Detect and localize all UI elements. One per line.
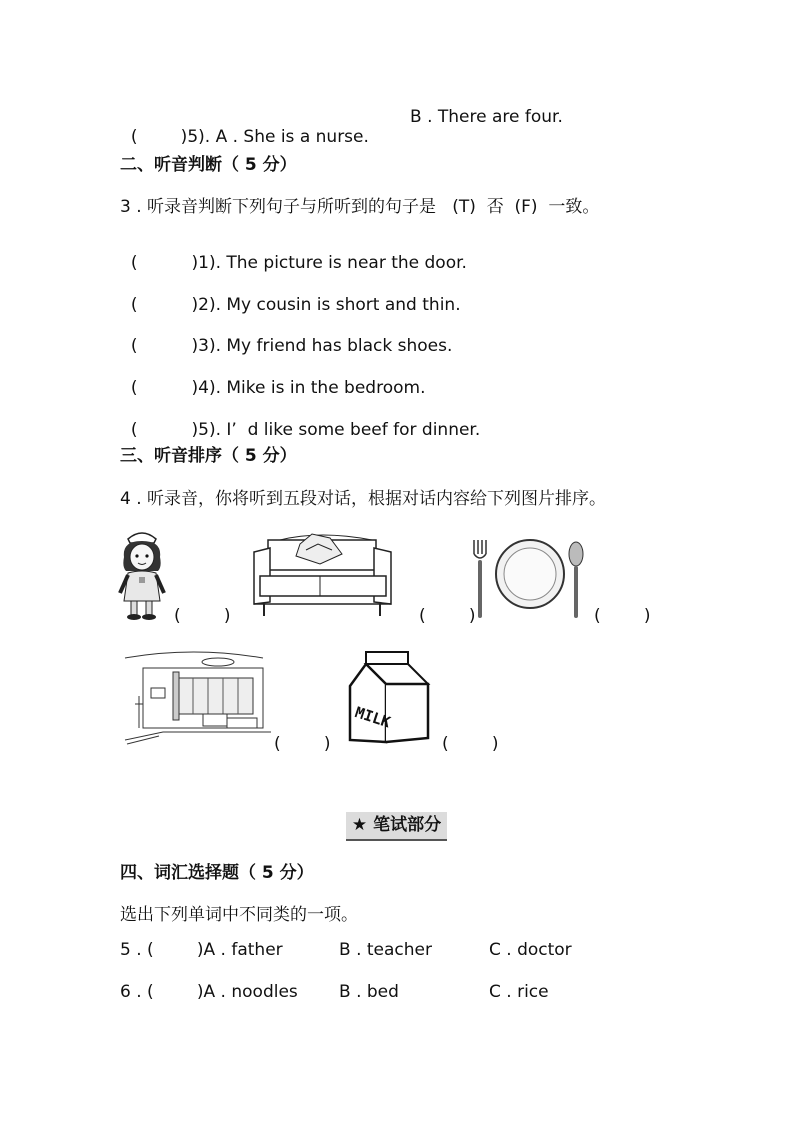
nurse-picture bbox=[114, 527, 170, 621]
answer-paren[interactable]: ( ) bbox=[130, 336, 199, 356]
section-4-heading: 四、词汇选择题（ 5 分） bbox=[120, 863, 314, 883]
judge-item bbox=[120, 316, 452, 356]
order-blank[interactable]: ( ) bbox=[274, 734, 331, 754]
order-blank[interactable]: ( ) bbox=[442, 734, 499, 754]
vocab-item-6-option-c: C . rice bbox=[489, 982, 549, 1002]
judge-sentence: 2). My cousin is short and thin. bbox=[198, 295, 461, 315]
vocab-item-6-option-b: B . bed bbox=[339, 982, 399, 1002]
question-5-choice bbox=[120, 107, 369, 147]
judge-item bbox=[120, 275, 461, 315]
judge-item bbox=[120, 400, 480, 440]
vocab-item-5-option-b: B . teacher bbox=[339, 940, 432, 960]
sofa-picture bbox=[250, 526, 395, 620]
order-blank[interactable]: ( ) bbox=[419, 606, 476, 626]
judge-sentence: 4). Mike is in the bedroom. bbox=[198, 378, 426, 398]
vocab-item-6: 6 . ( )A . noodles bbox=[120, 982, 298, 1002]
vocab-item-5: 5 . ( )A . father bbox=[120, 940, 283, 960]
vocab-item-5-option-c: C . doctor bbox=[489, 940, 572, 960]
answer-paren[interactable]: ( ) bbox=[130, 420, 199, 440]
section-2-heading: 二、听音判断（ 5 分） bbox=[120, 155, 297, 175]
plate-fork-spoon-picture bbox=[472, 538, 588, 622]
section-3-instruction: 4 . 听录音，你将听到五段对话，根据对话内容给下列图片排序。 bbox=[120, 489, 607, 509]
order-blank[interactable]: ( ) bbox=[594, 606, 651, 626]
judge-sentence: 1). The picture is near the door. bbox=[198, 253, 467, 273]
written-part-banner: ★ 笔试部分 bbox=[346, 812, 447, 841]
answer-paren[interactable]: ( ) bbox=[130, 378, 199, 398]
section-2-instruction: 3 . 听录音判断下列句子与所听到的句子是 (T) 否 (F) 一致。 bbox=[120, 197, 600, 217]
milk-label: MILK bbox=[352, 703, 393, 732]
judge-item bbox=[120, 358, 425, 398]
section-3-heading: 三、听音排序（ 5 分） bbox=[120, 446, 297, 466]
option-a: 5). A . She is a nurse. bbox=[187, 127, 369, 147]
milk-carton-picture bbox=[346, 650, 432, 746]
judge-sentence: 5). I’ d like some beef for dinner. bbox=[198, 420, 481, 440]
answer-paren[interactable]: ( ) bbox=[130, 127, 188, 147]
option-b: B . There are four. bbox=[410, 107, 563, 127]
judge-sentence: 3). My friend has black shoes. bbox=[198, 336, 453, 356]
order-blank[interactable]: ( ) bbox=[174, 606, 231, 626]
judge-item bbox=[120, 233, 467, 273]
section-4-instruction: 选出下列单词中不同类的一项。 bbox=[120, 905, 358, 925]
answer-paren[interactable]: ( ) bbox=[130, 253, 199, 273]
living-room-picture bbox=[123, 648, 273, 748]
answer-paren[interactable]: ( ) bbox=[130, 295, 199, 315]
